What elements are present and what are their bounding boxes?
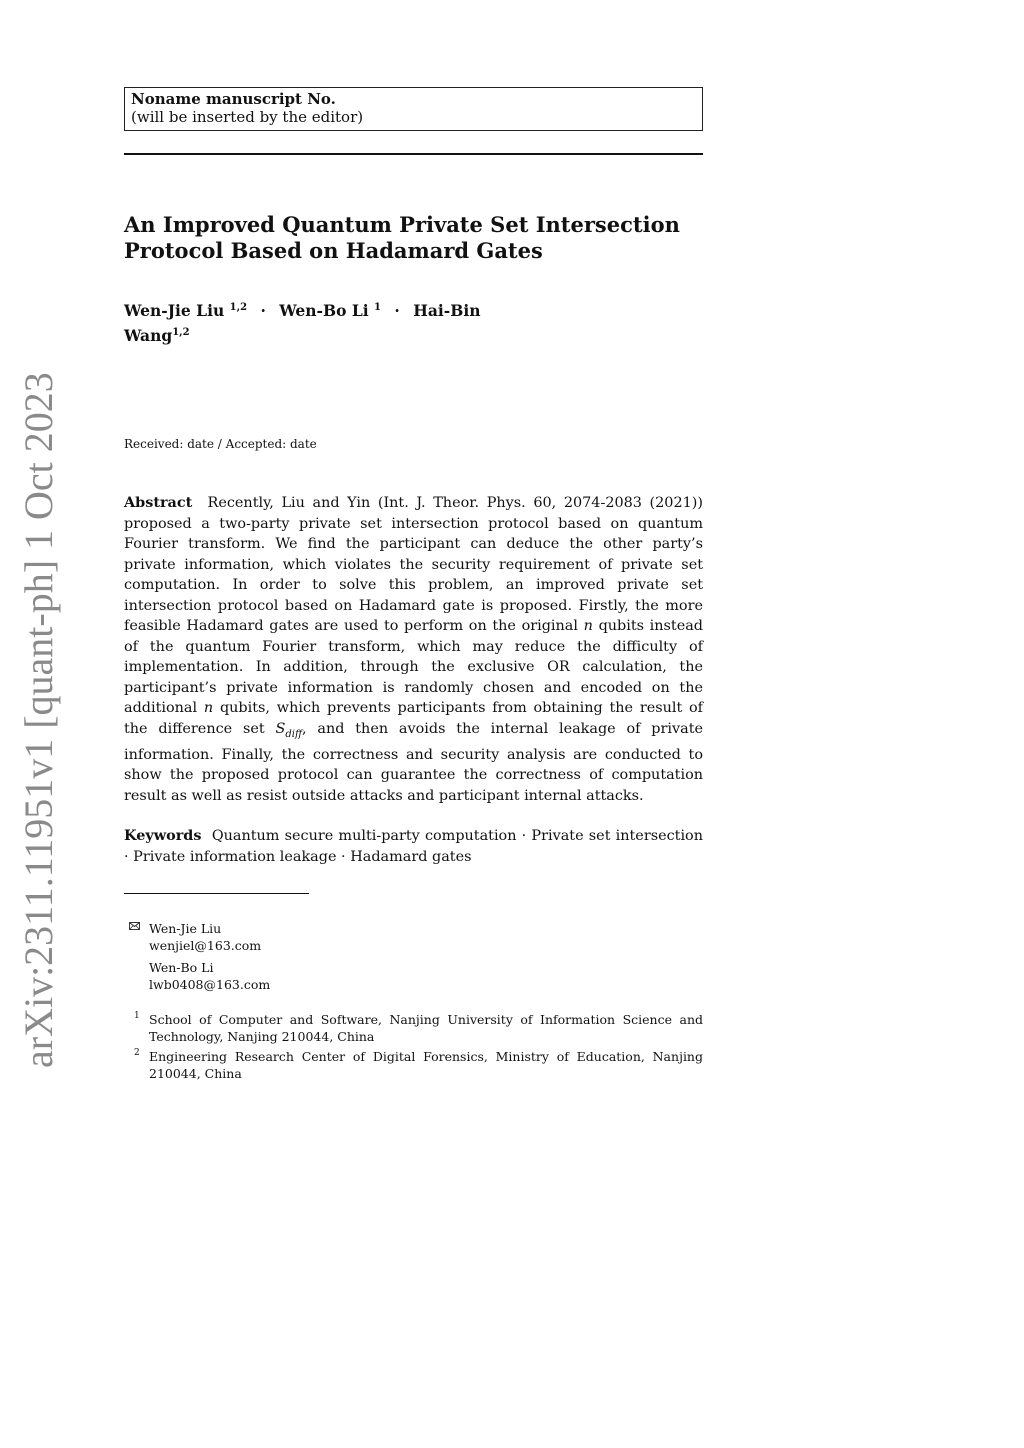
envelope-icon [129,922,140,930]
affiliation-number: 1 [134,1011,140,1021]
abstract-text: , and then avoids the internal leakage of private information. Finally, the correctness and security analysis are conducted to show the proposed protocol can guarantee the correctness of computation result as well as resist outside attacks and participant internal attacks. [124,720,704,804]
contact-list [128,920,703,998]
math-variable: n [583,618,593,634]
footnote-rule [124,893,309,894]
abstract-text: qubits, which prevents participants from obtaining the result of the difference set [124,700,704,737]
keywords-text: Quantum secure multi-party computation · Private set intersection · Private information leakage · Hadamard gates [124,828,703,865]
contact-block [128,959,703,993]
arxiv-identifier-stamp: arXiv:2311.11951v1 [quant-ph] 1 Oct 2023 [16,372,61,1068]
author-list [124,297,544,347]
abstract-label: Abstract [124,494,193,511]
author-name: Hai-Bin Wang [124,301,481,345]
header-rule [124,153,703,155]
affiliation-item [128,1012,703,1045]
contact-email: wenjiel@163.com [149,938,262,953]
editor-note-box [124,87,703,131]
affiliation-list [128,1012,703,1086]
math-set-symbol: $S_{diff}$ [275,720,303,740]
keywords-label: Keywords [124,827,202,844]
author-name: Wen-Bo Li [279,301,369,320]
affiliation-item [128,1049,703,1082]
abstract-text: Recently, Liu and Yin (Int. J. Theor. Phys. 60, 2074-2083 (2021)) proposed a two-party private set intersection protocol based on quantum Fourier transform. We find the participant can deduce the other party’s private information, which violates the security requirement of private set computation. In order to solve this problem, an improved private set intersection protocol based on Hadamard gate is proposed. Firstly, the more feasible Hadamard gates are used to perform on the original [124,495,703,634]
author-name: Wen-Jie Liu [124,301,225,320]
contact-name: Wen-Jie Liu [149,921,222,936]
paper-title: An Improved Quantum Private Set Intersection Protocol Based on Hadamard Gates [124,212,680,263]
contact-name: Wen-Bo Li [149,960,214,975]
manuscript-number: Noname manuscript No. [131,90,336,108]
editor-note: (will be inserted by the editor) [131,108,364,126]
author-separator: · [394,301,400,320]
contact-email: lwb0408@163.com [149,977,271,992]
author-affiliation: 1 [374,302,381,313]
received-date: Received: date / Accepted: date [124,437,317,451]
abstract-text: qubits instead of the quantum Fourier transform, which may reduce the difficulty of implementation. In addition, through the exclusive OR calculation, the participant’s private information is randomly chosen and encoded on the additional [124,618,704,716]
abstract [124,493,703,806]
affiliation-text: Engineering Research Center of Digital Forensics, Ministry of Education, Nanjing 210044, China [149,1049,703,1081]
keywords [124,826,703,867]
contact-block [128,920,703,954]
author-affiliation: 1,2 [229,302,248,313]
affiliation-number: 2 [134,1048,140,1058]
author-separator: · [260,301,266,320]
author-affiliation: 1,2 [172,327,190,338]
math-variable: n [203,700,214,716]
affiliation-text: School of Computer and Software, Nanjing University of Information Science and Technology, Nanjing 210044, China [149,1012,703,1044]
